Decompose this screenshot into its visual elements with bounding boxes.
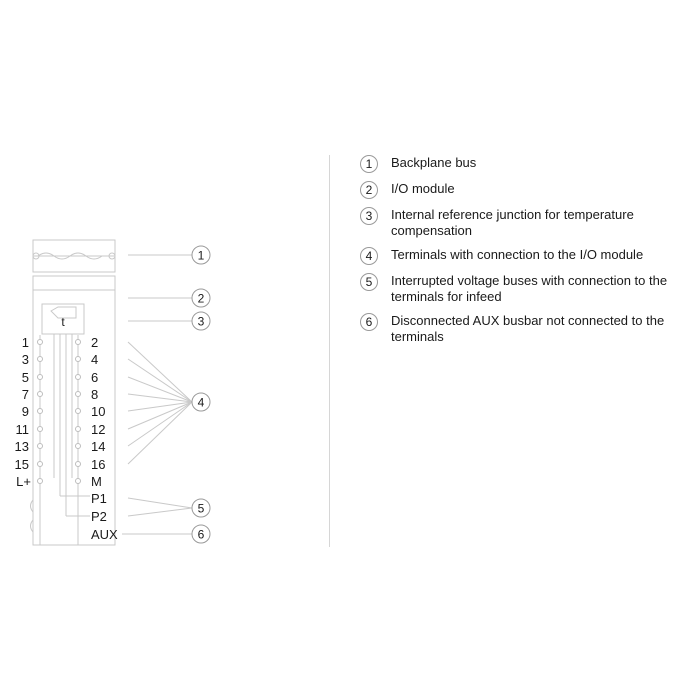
callout-4: [192, 393, 210, 411]
terminal-label: 4: [91, 352, 99, 367]
legend-text: Interrupted voltage buses with connection to the terminals for infeed: [391, 273, 668, 304]
callout-5: [192, 499, 210, 517]
terminal-label: 12: [91, 422, 106, 437]
legend-item: [360, 273, 695, 305]
terminal-label: P1: [91, 491, 107, 506]
legend-number: 2: [360, 181, 378, 199]
legend-number: 4: [360, 247, 378, 265]
module-symbol: t: [61, 315, 65, 329]
right-terminal-labels: [91, 335, 118, 542]
callout-2: [192, 289, 210, 307]
terminal-label: L+: [16, 474, 31, 489]
terminal-label: 7: [21, 387, 29, 402]
legend-number: 3: [360, 207, 378, 225]
legend: [360, 155, 695, 353]
callout-number: 6: [197, 527, 205, 542]
backplane-bus-housing: [33, 240, 115, 272]
terminal-label: 10: [91, 404, 106, 419]
callout-number: 1: [197, 248, 205, 263]
legend-text: Terminals with connection to the I/O module: [391, 247, 644, 262]
terminal-label: 15: [14, 457, 29, 472]
legend-number: 1: [360, 155, 378, 173]
terminal-label: 13: [14, 439, 29, 454]
terminal-label: P2: [91, 509, 107, 524]
terminal-label: M: [91, 474, 102, 489]
callouts: [192, 246, 210, 543]
terminal-label: 5: [21, 370, 29, 385]
terminal-label: 11: [15, 422, 29, 437]
callout-6: [192, 525, 210, 543]
left-terminal-labels: [15, 335, 31, 489]
legend-text: Disconnected AUX busbar not connected to the terminals: [391, 313, 665, 344]
legend-item: [360, 155, 695, 173]
terminal-label: 2: [91, 335, 99, 350]
legend-text: Backplane bus: [391, 155, 477, 170]
callout-3: [192, 312, 210, 330]
terminal-label: 3: [21, 352, 29, 367]
terminal-label: 14: [91, 439, 106, 454]
legend-text: Internal reference junction for temperature compensation: [391, 207, 634, 238]
divider: [329, 155, 330, 547]
terminal-label: 6: [91, 370, 99, 385]
callout-1: [192, 246, 210, 264]
legend-item: [360, 313, 695, 345]
legend-item: [360, 181, 695, 199]
legend-text: I/O module: [391, 181, 455, 196]
callout-number: 5: [197, 501, 205, 516]
terminal-label: 16: [91, 457, 106, 472]
terminal-label: AUX: [91, 527, 118, 542]
terminal-label: 1: [21, 335, 29, 350]
legend-number: 5: [360, 273, 378, 291]
callout-number: 2: [197, 291, 205, 306]
legend-item: [360, 207, 695, 239]
legend-item: [360, 247, 695, 265]
terminal-label: 8: [91, 387, 99, 402]
terminal-label: 9: [21, 404, 29, 419]
callout-number: 3: [197, 314, 205, 329]
legend-number: 6: [360, 313, 378, 331]
callout-number: 4: [197, 395, 205, 410]
